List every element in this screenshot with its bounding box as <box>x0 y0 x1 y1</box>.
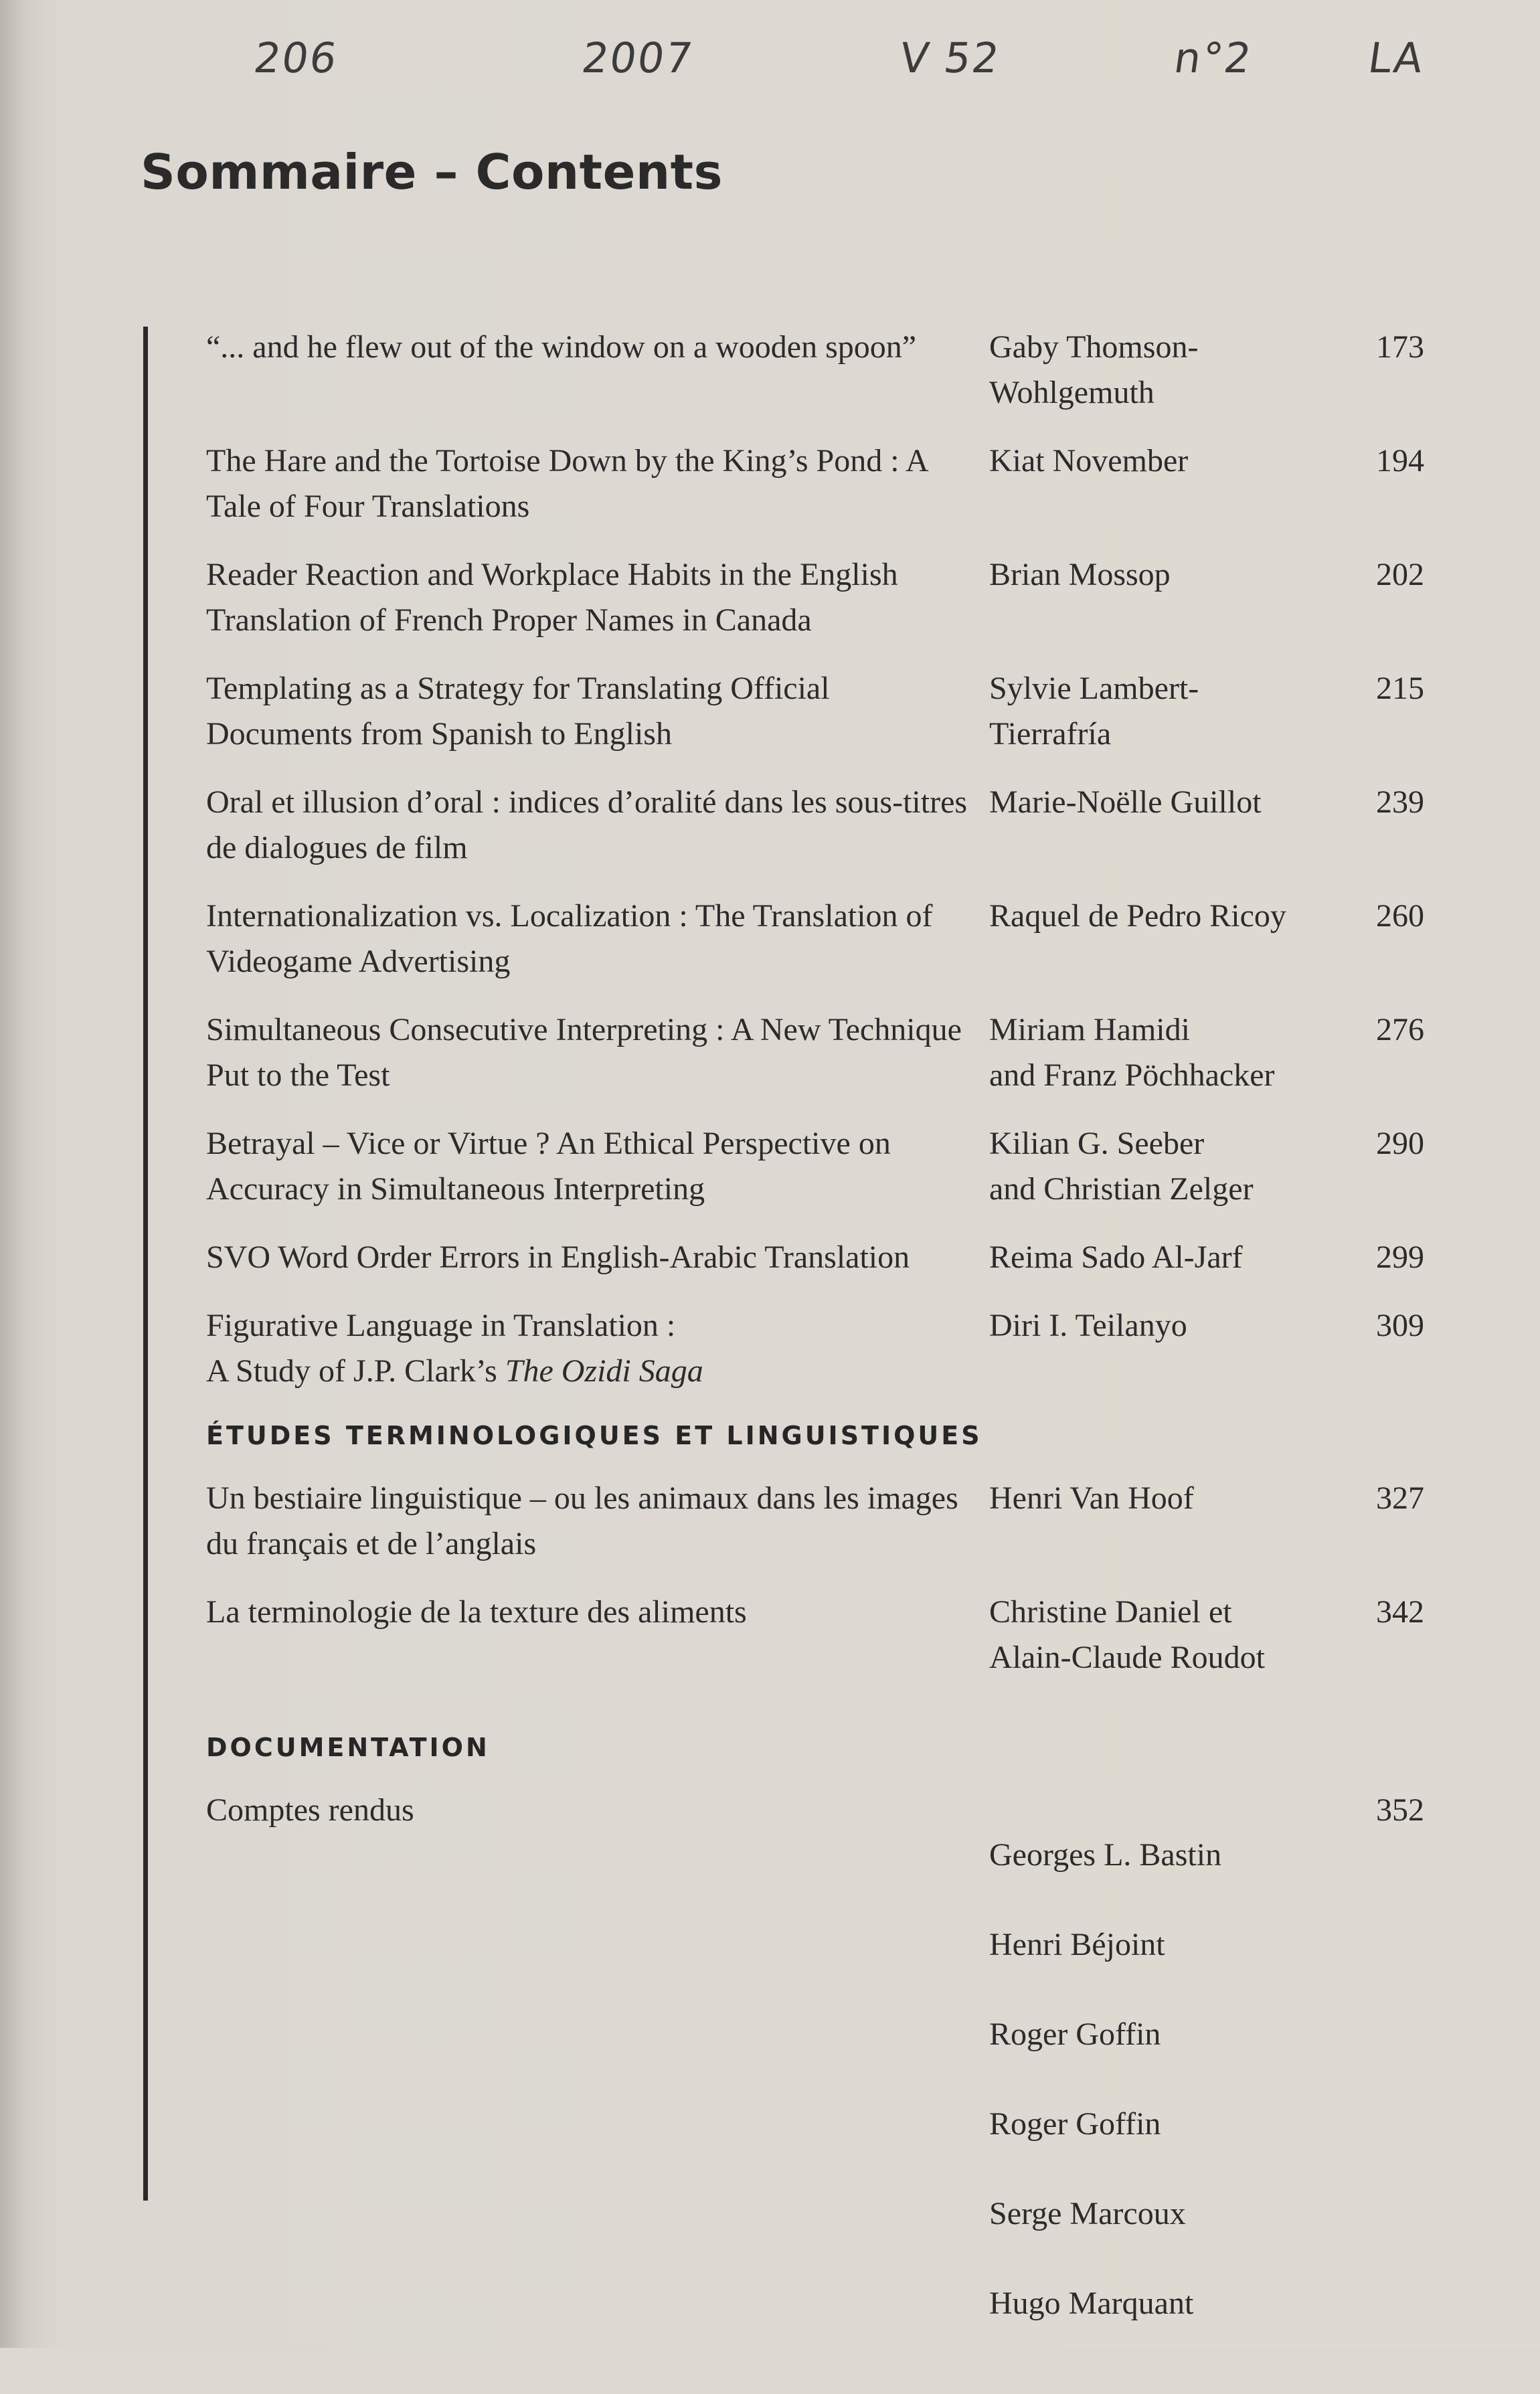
entry-page-number: 299 <box>1376 1239 1424 1275</box>
contents-entry <box>206 438 1424 529</box>
entry-author: Miriam Hamidi and Franz Pöchhacker <box>989 1012 1275 1093</box>
entry-title: Reader Reaction and Workplace Habits in the English Translation of French Proper Names in Canada <box>206 557 898 638</box>
entry-author: Brian Mossop <box>989 557 1171 592</box>
contents-entry <box>206 1007 1424 1098</box>
contents-entry <box>206 552 1424 643</box>
handwritten-note: n°2 <box>1171 33 1256 82</box>
entry-page-number: 215 <box>1376 671 1424 706</box>
contents-entry <box>206 1788 1424 2371</box>
entry-page-number: 290 <box>1376 1126 1424 1161</box>
handwritten-note: 206 <box>250 33 341 82</box>
entry-page-number: 342 <box>1376 1594 1424 1630</box>
entry-page-number: 194 <box>1376 443 1424 479</box>
entry-title: Comptes rendus <box>206 1792 414 1828</box>
entry-page-number: 276 <box>1376 1012 1424 1047</box>
reviewer-name: Georges L. Bastin <box>989 1837 1222 1873</box>
entry-title-line: Figurative Language in Translation : <box>206 1308 676 1343</box>
contents-entry <box>206 666 1424 757</box>
entry-page-number: 239 <box>1376 784 1424 820</box>
handwritten-note: 2007 <box>578 33 697 82</box>
contents-entry <box>206 1235 1424 1280</box>
entry-page-number: 309 <box>1376 1308 1424 1343</box>
entry-author: Gaby Thomson- Wohlgemuth <box>989 329 1199 410</box>
contents-entry <box>206 1303 1424 1394</box>
entry-page-number: 202 <box>1376 557 1424 592</box>
reviewer-name: Hugo Marquant <box>989 2286 1194 2321</box>
reviewer-name: Roger Goffin <box>989 2017 1161 2052</box>
entry-title: SVO Word Order Errors in English-Arabic Translation <box>206 1239 910 1275</box>
handwritten-notes <box>0 33 1540 107</box>
entry-title: “... and he flew out of the window on a wooden spoon” <box>206 329 917 365</box>
entry-title: Templating as a Strategy for Translating Official Documents from Spanish to English <box>206 671 830 752</box>
entry-author: Reima Sado Al-Jarf <box>989 1239 1243 1275</box>
entry-author-list <box>989 1788 1351 2371</box>
entry-author: Marie-Noëlle Guillot <box>989 784 1262 820</box>
contents-entry <box>206 1590 1424 1681</box>
entry-page-number: 352 <box>1376 1792 1424 1828</box>
page-title: Sommaire – Contents <box>141 144 723 200</box>
entry-page-number: 173 <box>1376 329 1424 365</box>
entry-title: Betrayal – Vice or Virtue ? An Ethical Perspective on Accuracy in Simultaneous Interpreting <box>206 1126 891 1207</box>
contents-entry <box>206 325 1424 416</box>
handwritten-note: LA <box>1365 33 1428 82</box>
entry-title: Oral et illusion d’oral : indices d’oralité dans les sous-titres de dialogues de film <box>206 784 968 865</box>
entry-author: Kilian G. Seeber and Christian Zelger <box>989 1126 1254 1207</box>
handwritten-note: V 52 <box>896 33 1004 82</box>
contents-entry <box>206 1476 1424 1567</box>
entry-title-italic: The Ozidi Saga <box>505 1353 703 1389</box>
entry-title: Un bestiaire linguistique – ou les animaux dans les images du français et de l’anglais <box>206 1480 958 1561</box>
section-heading-terminology: ÉTUDES TERMINOLOGIQUES ET LINGUISTIQUES <box>206 1421 982 1450</box>
entry-page-number: 327 <box>1376 1480 1424 1516</box>
entry-author: Sylvie Lambert- Tierrafría <box>989 671 1199 752</box>
entry-title: La terminologie de la texture des aliments <box>206 1594 747 1630</box>
reviewer-name: Serge Marcoux <box>989 2196 1186 2231</box>
contents-entry <box>206 780 1424 871</box>
entry-author: Kiat November <box>989 443 1189 479</box>
vertical-rule <box>143 327 148 2201</box>
entry-title: Simultaneous Consecutive Interpreting : A New Technique Put to the Test <box>206 1012 962 1093</box>
contents-entry <box>206 1121 1424 1212</box>
section-heading-documentation: DOCUMENTATION <box>206 1733 490 1762</box>
entry-author: Diri I. Teilanyo <box>989 1308 1187 1343</box>
entry-title <box>206 1303 989 1394</box>
entry-author: Christine Daniel et Alain-Claude Roudot <box>989 1594 1265 1675</box>
entry-title: The Hare and the Tortoise Down by the King’s Pond : A Tale of Four Translations <box>206 443 927 524</box>
entry-page-number: 260 <box>1376 898 1424 934</box>
entry-author: Raquel de Pedro Ricoy <box>989 898 1286 934</box>
contents-list <box>206 325 1424 2394</box>
entry-title: Internationalization vs. Localization : The Translation of Videogame Advertising <box>206 898 933 979</box>
reviewer-name: Roger Goffin <box>989 2106 1161 2142</box>
contents-entry <box>206 893 1424 985</box>
reviewer-name: Henri Béjoint <box>989 1927 1165 1962</box>
entry-title-line: A Study of J.P. Clark’s <box>206 1353 505 1389</box>
entry-author: Henri Van Hoof <box>989 1480 1194 1516</box>
